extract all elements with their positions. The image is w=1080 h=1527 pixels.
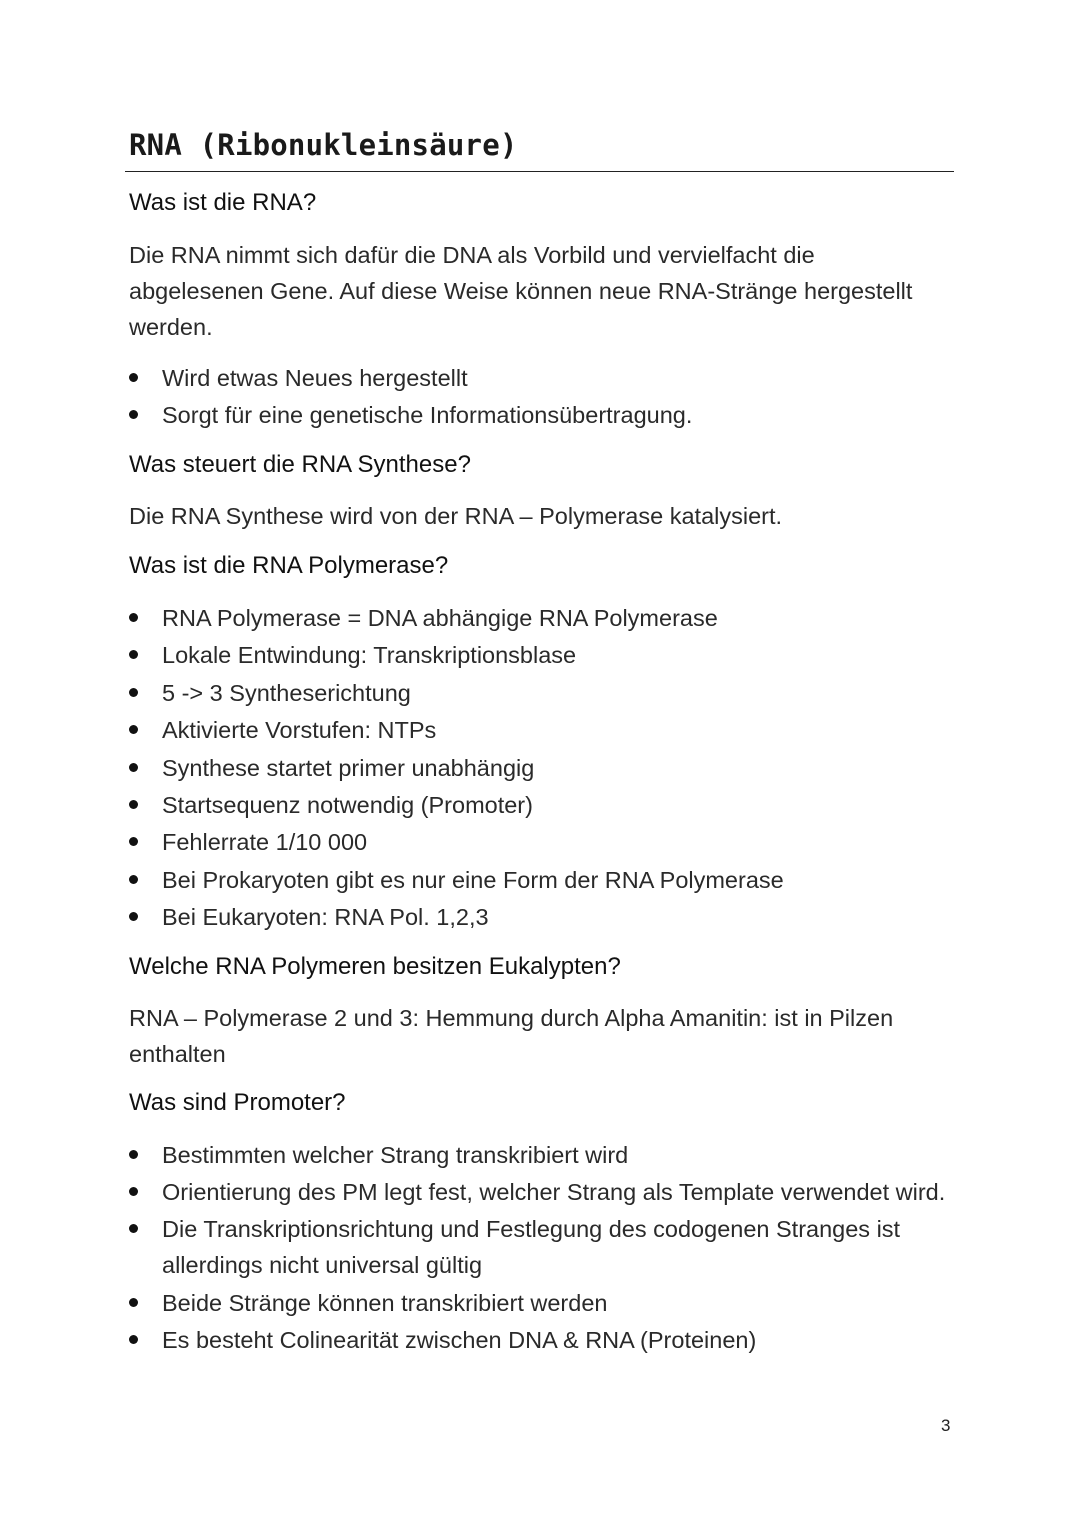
heading-rna-polymerase: Was ist die RNA Polymerase? — [129, 552, 449, 579]
list-item-text: Lokale Entwindung: Transkriptionsblase — [162, 642, 577, 669]
list-item-text: Die Transkriptionsrichtung und Festlegung des codogenen Stranges ist allerdings nicht universal gültig — [162, 1216, 901, 1279]
paragraph-rna-synthese: Die RNA Synthese wird von der RNA – Polymerase katalysiert. — [129, 503, 783, 529]
bullet-icon — [129, 613, 138, 622]
list-item-text: 5 -> 3 Syntheserichtung — [162, 679, 411, 706]
list-item — [129, 1285, 949, 1321]
page-number: 3 — [941, 1416, 951, 1435]
bullet-icon — [129, 912, 138, 921]
bullet-icon — [129, 1150, 138, 1159]
bullet-icon — [129, 763, 138, 772]
bullet-icon — [129, 725, 138, 734]
bullet-icon — [129, 800, 138, 809]
list-item — [129, 1322, 949, 1358]
paragraph-polymerase-hemmung: RNA – Polymerase 2 und 3: Hemmung durch Alpha Amanitin: ist in Pilzen enthalten — [129, 1005, 894, 1067]
bullet-list-rna — [129, 360, 949, 434]
bullet-icon — [129, 1335, 138, 1344]
title-underline — [125, 171, 954, 172]
list-item-text: Es besteht Colinearität zwischen DNA & RNA (Proteinen) — [162, 1326, 757, 1353]
list-item — [129, 750, 949, 786]
bullet-icon — [129, 373, 138, 382]
page-title: RNA (Ribonukleinsäure) — [129, 128, 518, 162]
list-item-text: Synthese startet primer unabhängig — [162, 754, 535, 781]
heading-was-ist-rna: Was ist die RNA? — [129, 189, 317, 216]
bullet-icon — [129, 1187, 138, 1196]
list-item-text: Orientierung des PM legt fest, welcher Strang als Template verwendet wird. — [162, 1179, 946, 1206]
list-item — [129, 862, 949, 898]
list-item-text: Bei Eukaryoten: RNA Pol. 1,2,3 — [162, 904, 489, 931]
list-item — [129, 712, 949, 748]
list-item-text: Bei Prokaryoten gibt es nur eine Form der RNA Polymerase — [162, 866, 784, 893]
list-item — [129, 899, 949, 935]
list-item — [129, 600, 949, 636]
list-item-text: Startsequenz notwendig (Promoter) — [162, 791, 533, 818]
list-item — [129, 397, 949, 433]
bullet-icon — [129, 410, 138, 419]
bullet-icon — [129, 875, 138, 884]
heading-promoter: Was sind Promoter? — [129, 1089, 346, 1116]
heading-eukalypten: Welche RNA Polymeren besitzen Eukalypten? — [129, 953, 621, 980]
heading-rna-synthese: Was steuert die RNA Synthese? — [129, 451, 471, 478]
bullet-icon — [129, 1298, 138, 1307]
bullet-icon — [129, 837, 138, 846]
bullet-icon — [129, 650, 138, 659]
list-item — [129, 675, 949, 711]
bullet-list-promoter — [129, 1137, 949, 1359]
list-item — [129, 360, 949, 396]
list-item-text: Beide Stränge können transkribiert werden — [162, 1289, 608, 1316]
list-item-text: Bestimmten welcher Strang transkribiert wird — [162, 1142, 629, 1168]
list-item — [129, 1137, 949, 1173]
list-item — [129, 637, 949, 673]
bullet-icon — [129, 688, 138, 697]
list-item-text: Wird etwas Neues hergestellt — [162, 365, 468, 391]
bullet-list-polymerase — [129, 600, 949, 937]
list-item — [129, 1174, 949, 1210]
list-item — [129, 787, 949, 823]
bullet-icon — [129, 1224, 138, 1233]
paragraph-rna-definition: Die RNA nimmt sich dafür die DNA als Vorbild und vervielfacht die abgelesenen Gene. Auf diese Weise können neue RNA-Stränge hergestellt werden. — [129, 242, 913, 340]
list-item-text: Fehlerrate 1/10 000 — [162, 829, 368, 856]
list-item-text: Aktivierte Vorstufen: NTPs — [162, 717, 437, 744]
list-item — [129, 824, 949, 860]
list-item-text: RNA Polymerase = DNA abhängige RNA Polymerase — [162, 605, 718, 631]
list-item-text: Sorgt für eine genetische Informationsübertragung. — [162, 402, 693, 428]
list-item — [129, 1211, 949, 1283]
